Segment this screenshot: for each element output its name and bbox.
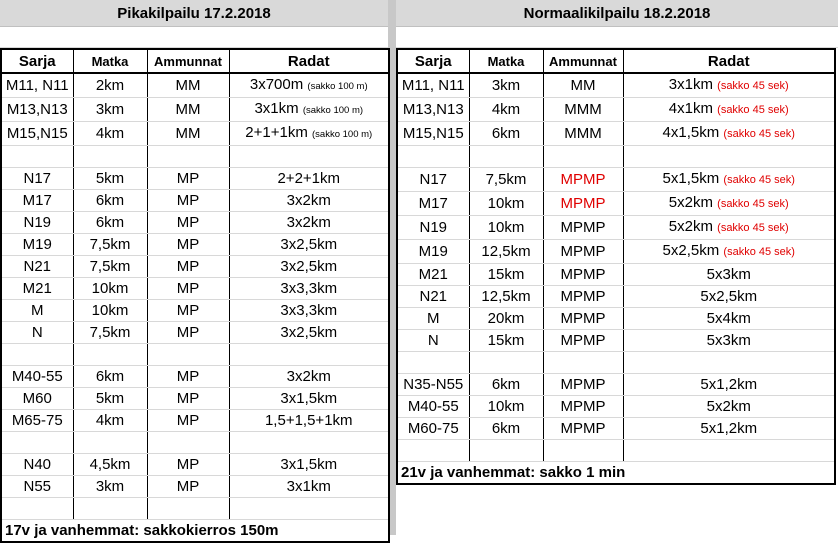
cell-radat	[229, 432, 389, 454]
cell-radat	[229, 190, 389, 212]
cell-sarja: M11, N11	[397, 73, 469, 98]
cell-ammunnat	[543, 440, 623, 462]
radat-value: 3x2,5km	[280, 258, 338, 275]
cell-matka	[469, 146, 543, 168]
cell-ammunnat: MM	[147, 98, 229, 122]
cell-matka: 3km	[469, 73, 543, 98]
cell-ammunnat: MPMP	[543, 308, 623, 330]
cell-matka: 20km	[469, 308, 543, 330]
cell-matka: 6km	[469, 374, 543, 396]
cell-ammunnat: MPMP	[543, 396, 623, 418]
table-row	[1, 388, 389, 410]
cell-matka: 5km	[73, 168, 147, 190]
cell-radat	[623, 374, 835, 396]
table-row	[397, 286, 835, 308]
cell-radat	[229, 256, 389, 278]
radat-value: 4x1km	[668, 100, 713, 117]
cell-matka: 4km	[73, 410, 147, 432]
cell-sarja: M21	[1, 278, 73, 300]
cell-ammunnat: MP	[147, 300, 229, 322]
cell-sarja: N21	[397, 286, 469, 308]
cell-matka: 12,5km	[469, 286, 543, 308]
cell-radat	[229, 388, 389, 410]
penalty-footer-note: 21v ja vanhemmat: sakko 1 min	[397, 462, 835, 485]
table-row	[397, 98, 835, 122]
cell-sarja: N	[1, 322, 73, 344]
table-row	[397, 330, 835, 352]
cell-ammunnat	[147, 498, 229, 520]
radat-value: 3x1,5km	[280, 390, 338, 407]
cell-ammunnat: MMM	[543, 98, 623, 122]
header-radat: Radat	[623, 49, 835, 73]
cell-ammunnat: MP	[147, 256, 229, 278]
radat-value: 1,5+1,5+1km	[264, 412, 353, 429]
cell-radat	[623, 98, 835, 122]
radat-value: 5x4km	[706, 310, 751, 327]
radat-value: 3x3,3km	[280, 280, 338, 297]
radat-value: 5x1,2km	[700, 376, 758, 393]
cell-radat	[229, 212, 389, 234]
table-row	[1, 300, 389, 322]
radat-value: 3x2,5km	[280, 324, 338, 341]
cell-sarja: M65-75	[1, 410, 73, 432]
table-row	[397, 352, 835, 374]
header-ammunnat: Ammunnat	[543, 49, 623, 73]
header-matka: Matka	[469, 49, 543, 73]
penalty-note: (sakko 45 sek)	[723, 174, 795, 186]
radat-value: 3x1km	[254, 100, 299, 117]
table-row	[1, 366, 389, 388]
cell-ammunnat: MP	[147, 476, 229, 498]
table-row	[397, 440, 835, 462]
normal-race-table	[396, 48, 836, 485]
radat-value: 2+2+1km	[277, 170, 341, 187]
cell-sarja: M	[397, 308, 469, 330]
footer-row	[397, 462, 835, 485]
cell-ammunnat: MP	[147, 212, 229, 234]
cell-sarja: M15,N15	[1, 122, 73, 146]
table-row	[1, 73, 389, 98]
cell-radat	[623, 418, 835, 440]
cell-ammunnat: MP	[147, 168, 229, 190]
radat-value: 5x2km	[668, 218, 713, 235]
radat-value: 5x1,2km	[700, 420, 758, 437]
cell-radat	[623, 168, 835, 192]
header-sarja: Sarja	[1, 49, 73, 73]
spacer-row	[0, 27, 388, 48]
table-row	[1, 98, 389, 122]
radat-value: 5x3km	[706, 266, 751, 283]
cell-sarja	[1, 432, 73, 454]
table-row	[1, 322, 389, 344]
cell-ammunnat	[543, 146, 623, 168]
cell-sarja: M13,N13	[1, 98, 73, 122]
penalty-note: (sakko 100 m)	[312, 129, 373, 140]
cell-radat	[623, 192, 835, 216]
table-row	[1, 278, 389, 300]
normal-race-panel	[396, 0, 838, 485]
cell-sarja: M60-75	[397, 418, 469, 440]
cell-matka: 2km	[73, 73, 147, 98]
cell-radat	[623, 308, 835, 330]
cell-matka	[469, 440, 543, 462]
radat-value: 5x2,5km	[700, 288, 758, 305]
cell-ammunnat: MM	[147, 73, 229, 98]
cell-ammunnat	[147, 344, 229, 366]
radat-value: 3x2km	[286, 214, 331, 231]
penalty-note: (sakko 100 m)	[307, 81, 368, 92]
table-row	[1, 432, 389, 454]
cell-ammunnat: MPMP	[543, 264, 623, 286]
cell-sarja: M11, N11	[1, 73, 73, 98]
cell-sarja: N55	[1, 476, 73, 498]
table-row	[1, 190, 389, 212]
header-ammunnat: Ammunnat	[147, 49, 229, 73]
cell-ammunnat: MPMP	[543, 418, 623, 440]
cell-ammunnat	[147, 432, 229, 454]
header-matka: Matka	[73, 49, 147, 73]
cell-matka: 7,5km	[73, 256, 147, 278]
table-row	[397, 216, 835, 240]
cell-radat	[623, 122, 835, 146]
cell-ammunnat: MPMP	[543, 192, 623, 216]
cell-sarja: N	[397, 330, 469, 352]
cell-sarja: N35-N55	[397, 374, 469, 396]
table-row	[1, 410, 389, 432]
cell-radat	[229, 278, 389, 300]
table-row	[397, 146, 835, 168]
cell-sarja	[397, 352, 469, 374]
cell-matka: 6km	[469, 418, 543, 440]
table-row	[397, 418, 835, 440]
cell-sarja: N19	[1, 212, 73, 234]
radat-value: 3x2,5km	[280, 236, 338, 253]
radat-value: 3x1km	[286, 478, 331, 495]
cell-sarja: M15,N15	[397, 122, 469, 146]
table-row	[1, 168, 389, 190]
cell-matka: 10km	[469, 396, 543, 418]
cell-ammunnat: MP	[147, 366, 229, 388]
cell-matka: 6km	[73, 366, 147, 388]
cell-radat	[229, 476, 389, 498]
cell-radat	[623, 240, 835, 264]
penalty-note: (sakko 45 sek)	[717, 198, 789, 210]
cell-ammunnat: MM	[543, 73, 623, 98]
cell-matka: 10km	[469, 216, 543, 240]
table-row	[397, 122, 835, 146]
cell-sarja	[397, 146, 469, 168]
table-row	[397, 240, 835, 264]
cell-matka: 5km	[73, 388, 147, 410]
cell-radat	[623, 440, 835, 462]
cell-ammunnat: MPMP	[543, 216, 623, 240]
radat-value: 2+1+1km	[245, 124, 308, 141]
cell-matka: 7,5km	[73, 322, 147, 344]
table-row	[1, 146, 389, 168]
sprint-race-table	[0, 48, 390, 543]
cell-radat	[623, 146, 835, 168]
cell-matka	[73, 498, 147, 520]
radat-value: 3x3,3km	[280, 302, 338, 319]
cell-ammunnat: MPMP	[543, 330, 623, 352]
cell-radat	[623, 286, 835, 308]
table-row	[1, 256, 389, 278]
cell-ammunnat: MP	[147, 190, 229, 212]
radat-value: 3x2km	[286, 368, 331, 385]
table-row	[1, 498, 389, 520]
normal-race-title: Normaalikilpailu 18.2.2018	[396, 0, 838, 27]
cell-matka: 12,5km	[469, 240, 543, 264]
table-row	[1, 212, 389, 234]
cell-matka	[73, 344, 147, 366]
penalty-note: (sakko 45 sek)	[717, 80, 789, 92]
table-row	[397, 374, 835, 396]
cell-matka: 4,5km	[73, 454, 147, 476]
header-sarja: Sarja	[397, 49, 469, 73]
radat-value: 5x2km	[706, 398, 751, 415]
cell-ammunnat: MPMP	[543, 240, 623, 264]
table-header-row	[397, 49, 835, 73]
cell-sarja: M40-55	[1, 366, 73, 388]
cell-ammunnat: MP	[147, 278, 229, 300]
radat-value: 3x1km	[668, 76, 713, 93]
cell-ammunnat: MPMP	[543, 286, 623, 308]
cell-radat	[229, 410, 389, 432]
cell-ammunnat	[543, 352, 623, 374]
spacer-row	[396, 27, 838, 48]
penalty-note: (sakko 45 sek)	[723, 246, 795, 258]
penalty-note: (sakko 45 sek)	[723, 128, 795, 140]
cell-radat	[229, 234, 389, 256]
table-row	[397, 168, 835, 192]
radat-value: 5x2km	[668, 194, 713, 211]
cell-sarja: N21	[1, 256, 73, 278]
cell-ammunnat: MP	[147, 234, 229, 256]
table-row	[1, 344, 389, 366]
cell-sarja: M17	[397, 192, 469, 216]
table-row	[1, 122, 389, 146]
cell-matka: 10km	[73, 300, 147, 322]
cell-radat	[623, 352, 835, 374]
cell-radat	[229, 122, 389, 146]
cell-ammunnat	[147, 146, 229, 168]
cell-ammunnat: MM	[147, 122, 229, 146]
cell-matka: 15km	[469, 264, 543, 286]
cell-sarja: M	[1, 300, 73, 322]
cell-matka: 4km	[73, 122, 147, 146]
cell-sarja: M60	[1, 388, 73, 410]
cell-radat	[623, 216, 835, 240]
cell-matka: 10km	[73, 278, 147, 300]
penalty-footer-note: 17v ja vanhemmat: sakkokierros 150m	[1, 520, 389, 543]
cell-sarja: M40-55	[397, 396, 469, 418]
sprint-race-panel	[0, 0, 388, 543]
cell-radat	[623, 264, 835, 286]
footer-row	[1, 520, 389, 543]
cell-sarja: N17	[397, 168, 469, 192]
table-header-row	[1, 49, 389, 73]
sprint-race-title: Pikakilpailu 17.2.2018	[0, 0, 388, 27]
cell-sarja: N19	[397, 216, 469, 240]
cell-ammunnat: MP	[147, 410, 229, 432]
cell-radat	[623, 396, 835, 418]
cell-matka: 7,5km	[73, 234, 147, 256]
cell-ammunnat: MMM	[543, 122, 623, 146]
radat-value: 4x1,5km	[662, 124, 720, 141]
cell-matka: 6km	[73, 212, 147, 234]
radat-value: 3x700m	[249, 76, 304, 93]
radat-value: 3x1,5km	[280, 456, 338, 473]
cell-matka	[469, 352, 543, 374]
cell-sarja	[1, 344, 73, 366]
cell-radat	[229, 498, 389, 520]
cell-radat	[229, 454, 389, 476]
table-row	[397, 308, 835, 330]
radat-value: 5x3km	[706, 332, 751, 349]
table-row	[1, 234, 389, 256]
penalty-note: (sakko 45 sek)	[717, 104, 789, 116]
cell-ammunnat: MPMP	[543, 168, 623, 192]
cell-matka: 10km	[469, 192, 543, 216]
cell-radat	[623, 330, 835, 352]
cell-matka: 3km	[73, 476, 147, 498]
header-radat: Radat	[229, 49, 389, 73]
cell-sarja	[397, 440, 469, 462]
penalty-note: (sakko 100 m)	[302, 105, 364, 116]
cell-radat	[229, 366, 389, 388]
cell-matka	[73, 146, 147, 168]
cell-radat	[229, 146, 389, 168]
cell-ammunnat: MPMP	[543, 374, 623, 396]
cell-sarja	[1, 146, 73, 168]
table-row	[1, 476, 389, 498]
cell-sarja: N40	[1, 454, 73, 476]
radat-value: 5x1,5km	[662, 170, 720, 187]
penalty-note: (sakko 45 sek)	[717, 222, 789, 234]
table-row	[397, 192, 835, 216]
radat-value: 5x2,5km	[662, 242, 720, 259]
cell-sarja: M19	[1, 234, 73, 256]
table-row	[1, 454, 389, 476]
table-row	[397, 73, 835, 98]
table-row	[397, 264, 835, 286]
cell-ammunnat: MP	[147, 454, 229, 476]
cell-radat	[229, 98, 389, 122]
cell-radat	[623, 73, 835, 98]
cell-ammunnat: MP	[147, 388, 229, 410]
cell-sarja	[1, 498, 73, 520]
radat-value: 3x2km	[286, 192, 331, 209]
cell-matka: 15km	[469, 330, 543, 352]
cell-matka	[73, 432, 147, 454]
cell-sarja: M13,N13	[397, 98, 469, 122]
cell-matka: 4km	[469, 98, 543, 122]
cell-radat	[229, 300, 389, 322]
cell-matka: 3km	[73, 98, 147, 122]
cell-matka: 6km	[73, 190, 147, 212]
cell-radat	[229, 168, 389, 190]
cell-sarja: M17	[1, 190, 73, 212]
cell-sarja: M21	[397, 264, 469, 286]
table-row	[397, 396, 835, 418]
cell-matka: 6km	[469, 122, 543, 146]
cell-sarja: M19	[397, 240, 469, 264]
cell-sarja: N17	[1, 168, 73, 190]
cell-matka: 7,5km	[469, 168, 543, 192]
cell-ammunnat: MP	[147, 322, 229, 344]
cell-radat	[229, 322, 389, 344]
cell-radat	[229, 344, 389, 366]
cell-radat	[229, 73, 389, 98]
